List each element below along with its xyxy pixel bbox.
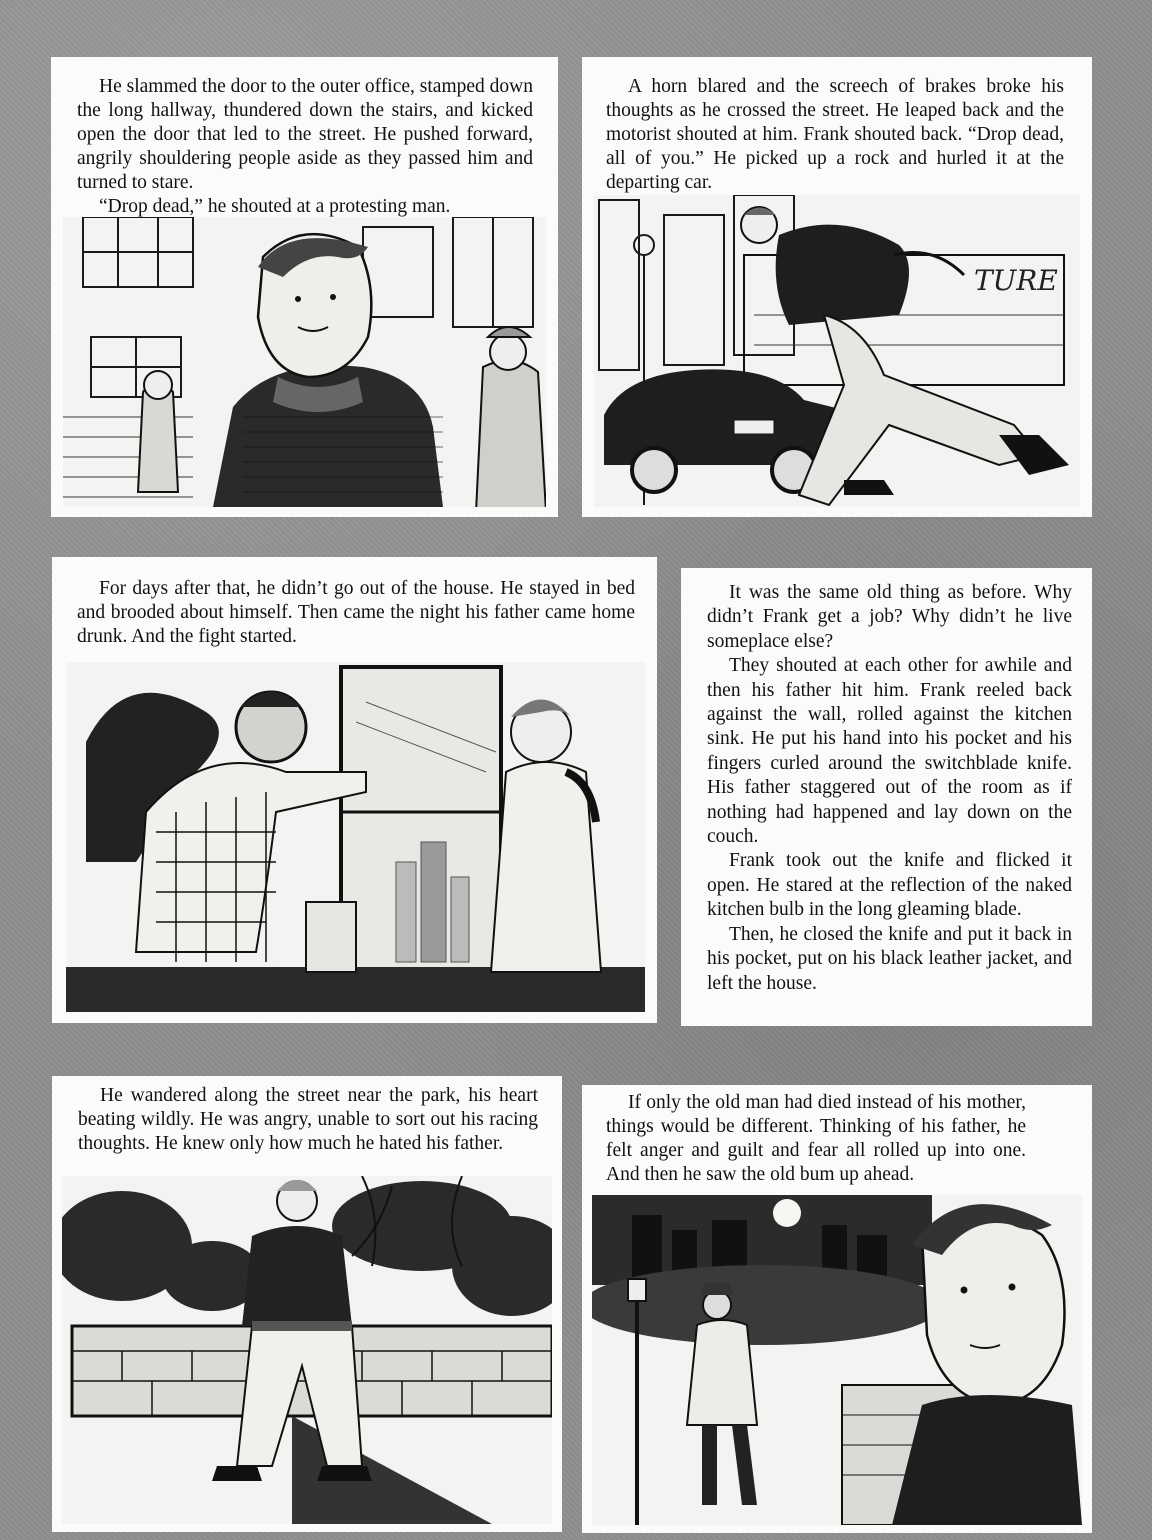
panel-2: [582, 57, 1092, 517]
panel-4-paragraph: It was the same old thing as before. Why didn’t Frank get a job? Why didn’t he live someplace else?: [707, 582, 1072, 652]
panel-2-caption: [606, 75, 1064, 195]
panel-1-paragraph: “Drop dead,” he shouted at a protesting man.: [99, 196, 451, 217]
panel-4: [681, 568, 1092, 1026]
panel-5: [52, 1076, 562, 1532]
panel-4-paragraph: Then, he closed the knife and put it back in his pocket, put on his black leather jacket, and left the house.: [707, 923, 1072, 994]
panel-1-paragraph: He slammed the door to the outer office, stamped down the long hallway, thundered down the stairs, and kicked open the door that led to the street. He pushed forward, angrily shouldering people aside as they passed him and turned to stare.: [77, 76, 533, 193]
panel-6: [582, 1085, 1092, 1533]
panel-1-illustration: [63, 217, 546, 507]
panel-3-paragraph: For days after that, he didn’t go out of the house. He stayed in bed and brooded about himself. Then came the night his father came home drunk. And the fight started.: [77, 578, 635, 647]
panel-3-illustration: [66, 662, 645, 1012]
panel-4-paragraph: Frank took out the knife and flicked it open. He stared at the reflection of the naked kitchen bulb in the long gleaming blade.: [707, 850, 1072, 921]
panel-3: [52, 557, 657, 1023]
panel-6-paragraph: If only the old man had died instead of his mother, things would be different. Thinking of his father, he felt anger and guilt and fear all rolled up into one. And then he saw the old bum up ahead.: [606, 1092, 1026, 1185]
store-sign-text: TURE: [974, 264, 1058, 297]
panel-5-illustration: [62, 1176, 552, 1524]
panel-2-paragraph: A horn blared and the screech of brakes broke his thoughts as he crossed the street. He leaped back and the motorist shouted at him. Frank shouted back. “Drop dead, all of you.” He picked up a rock and hurled it at the departing car.: [606, 76, 1064, 193]
panel-6-illustration: [592, 1195, 1082, 1525]
panel-5-caption: [78, 1084, 538, 1156]
panel-4-caption: [707, 581, 1072, 996]
panel-1-caption: [77, 75, 533, 219]
panel-2-illustration: [594, 195, 1080, 507]
panel-4-paragraph: They shouted at each other for awhile and then his father hit him. Frank reeled back against the wall, rolled against the kitchen sink. He put his hand into his pocket and his fingers curled around the switchblade knife. His father staggered out of the room as if nothing had happened and lay down on the couch.: [707, 655, 1072, 848]
panel-3-caption: [77, 577, 635, 649]
panel-6-caption: [606, 1091, 1026, 1187]
panel-5-paragraph: He wandered along the street near the park, his heart beating wildly. He was angry, unable to sort out his racing thoughts. He knew only how much he hated his father.: [78, 1085, 538, 1154]
panel-1: [51, 57, 558, 517]
